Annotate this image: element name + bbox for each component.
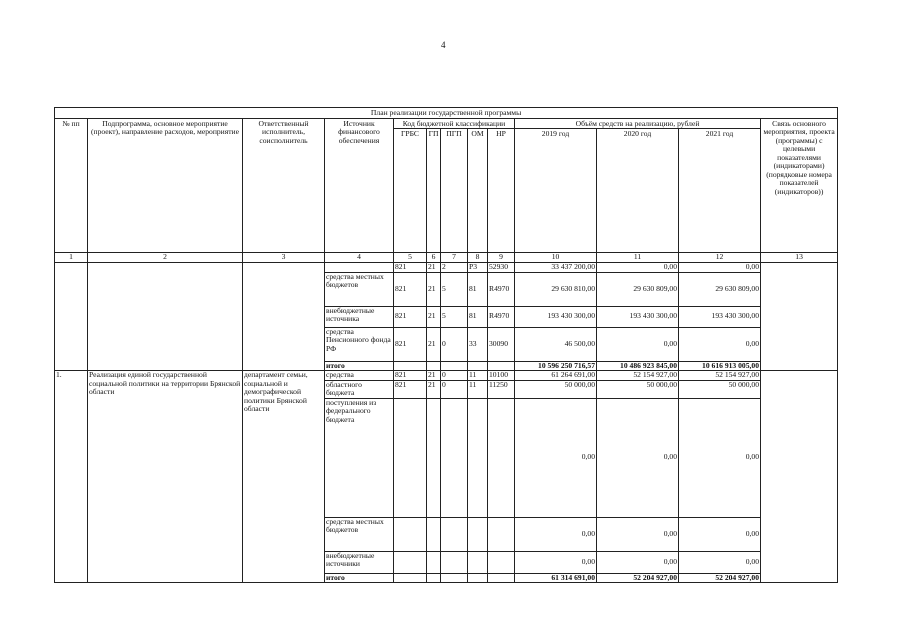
item-number: 1. bbox=[55, 371, 88, 583]
grbs-cell: 821 bbox=[394, 380, 427, 398]
table-row bbox=[55, 371, 838, 381]
value-2019: 0,00 bbox=[515, 517, 597, 551]
empty-cell bbox=[55, 263, 88, 371]
value-2021: 52 204 927,00 bbox=[679, 573, 761, 583]
value-2020: 52 204 927,00 bbox=[597, 573, 679, 583]
column-number-row bbox=[55, 253, 838, 263]
source-cell bbox=[325, 263, 394, 273]
value-2019: 46 500,00 bbox=[515, 327, 597, 361]
column-number: 10 bbox=[515, 253, 597, 263]
empty-cell bbox=[488, 398, 515, 517]
source-cell: средства местных бюджетов bbox=[325, 517, 394, 551]
header-2021: 2021 год bbox=[679, 129, 761, 253]
gp-cell: 21 bbox=[427, 272, 441, 306]
pgp-cell: 2 bbox=[441, 263, 468, 273]
pgp-cell: 0 bbox=[441, 327, 468, 361]
gp-cell: 21 bbox=[427, 380, 441, 398]
source-cell: итого bbox=[325, 361, 394, 371]
program-plan-table bbox=[54, 107, 838, 583]
empty-cell bbox=[427, 398, 441, 517]
header-num: № пп bbox=[55, 118, 88, 253]
value-2021: 0,00 bbox=[679, 551, 761, 573]
empty-cell bbox=[488, 361, 515, 371]
value-2019: 50 000,00 bbox=[515, 380, 597, 398]
empty-cell bbox=[427, 551, 441, 573]
empty-cell bbox=[468, 361, 488, 371]
grbs-cell: 821 bbox=[394, 371, 427, 381]
header-pgp: ПГП bbox=[441, 129, 468, 253]
column-number: 3 bbox=[243, 253, 325, 263]
np-cell: 10100 bbox=[488, 371, 515, 381]
value-2019: 10 596 250 716,57 bbox=[515, 361, 597, 371]
header-source: Источник финансового обеспечения bbox=[325, 118, 394, 253]
header-om: ОМ bbox=[468, 129, 488, 253]
header-2019: 2019 год bbox=[515, 129, 597, 253]
column-number: 7 bbox=[441, 253, 468, 263]
header-link: Связь основного мероприятия, проекта (программы) с целевыми показателями (индикаторами) (порядковые номера показателей (индикаторов)) bbox=[761, 118, 838, 253]
value-2020: 193 430 300,00 bbox=[597, 306, 679, 327]
value-2020: 52 154 927,00 bbox=[597, 371, 679, 381]
column-number: 6 bbox=[427, 253, 441, 263]
value-2020: 29 630 809,00 bbox=[597, 272, 679, 306]
pgp-cell: 5 bbox=[441, 272, 468, 306]
grbs-cell: 821 bbox=[394, 306, 427, 327]
empty-cell bbox=[468, 517, 488, 551]
column-number: 12 bbox=[679, 253, 761, 263]
value-2019: 33 437 200,00 bbox=[515, 263, 597, 273]
om-cell: Р3 bbox=[468, 263, 488, 273]
empty-cell bbox=[394, 573, 427, 583]
value-2021: 50 000,00 bbox=[679, 380, 761, 398]
empty-cell bbox=[488, 573, 515, 583]
grbs-cell: 821 bbox=[394, 263, 427, 273]
column-number: 8 bbox=[468, 253, 488, 263]
header-subprogram: Подпрограмма, основное мероприятие (проект), направление расходов, мероприятие bbox=[88, 118, 243, 253]
value-2019: 61 264 691,00 bbox=[515, 371, 597, 381]
empty-cell bbox=[243, 263, 325, 371]
pgp-cell: 0 bbox=[441, 380, 468, 398]
value-2019: 0,00 bbox=[515, 398, 597, 517]
empty-cell bbox=[441, 517, 468, 551]
value-2020: 50 000,00 bbox=[597, 380, 679, 398]
gp-cell: 21 bbox=[427, 263, 441, 273]
value-2021: 10 616 913 005,00 bbox=[679, 361, 761, 371]
empty-cell bbox=[427, 517, 441, 551]
header-budget-code: Код бюджетной классификации bbox=[394, 118, 515, 129]
grbs-cell: 821 bbox=[394, 327, 427, 361]
value-2020: 0,00 bbox=[597, 398, 679, 517]
source-cell: поступления из федерального бюджета bbox=[325, 398, 394, 517]
empty-cell bbox=[441, 398, 468, 517]
empty-cell bbox=[488, 551, 515, 573]
gp-cell: 21 bbox=[427, 371, 441, 381]
value-2019: 193 430 300,00 bbox=[515, 306, 597, 327]
value-2021: 0,00 bbox=[679, 398, 761, 517]
value-2020: 0,00 bbox=[597, 327, 679, 361]
om-cell: 11 bbox=[468, 371, 488, 381]
om-cell: 81 bbox=[468, 272, 488, 306]
source-cell: внебюджетные источника bbox=[325, 306, 394, 327]
value-2021: 0,00 bbox=[679, 327, 761, 361]
value-2020: 0,00 bbox=[597, 263, 679, 273]
source-cell: итого bbox=[325, 573, 394, 583]
empty-cell bbox=[441, 573, 468, 583]
column-number: 1 bbox=[55, 253, 88, 263]
empty-cell bbox=[441, 361, 468, 371]
value-2021: 52 154 927,00 bbox=[679, 371, 761, 381]
empty-cell bbox=[427, 573, 441, 583]
column-number: 9 bbox=[488, 253, 515, 263]
empty-cell bbox=[394, 398, 427, 517]
header-gp: ГП bbox=[427, 129, 441, 253]
value-2021: 193 430 300,00 bbox=[679, 306, 761, 327]
pgp-cell: 5 bbox=[441, 306, 468, 327]
gp-cell: 21 bbox=[427, 306, 441, 327]
column-number: 4 bbox=[325, 253, 394, 263]
source-cell: средства местных бюджетов bbox=[325, 272, 394, 306]
header-np: НР bbox=[488, 129, 515, 253]
column-number: 2 bbox=[88, 253, 243, 263]
np-cell: R4970 bbox=[488, 272, 515, 306]
om-cell: 33 bbox=[468, 327, 488, 361]
empty-cell bbox=[488, 517, 515, 551]
om-cell: 81 bbox=[468, 306, 488, 327]
table-title: План реализации государственной программы bbox=[55, 108, 838, 119]
empty-cell bbox=[394, 517, 427, 551]
source-cell: внебюджетные источники bbox=[325, 551, 394, 573]
pgp-cell: 0 bbox=[441, 371, 468, 381]
empty-cell bbox=[427, 361, 441, 371]
value-2020: 0,00 bbox=[597, 551, 679, 573]
source-cell: средства Пенсионного фонда РФ bbox=[325, 327, 394, 361]
np-cell: 11250 bbox=[488, 380, 515, 398]
column-number: 13 bbox=[761, 253, 838, 263]
header-2020: 2020 год bbox=[597, 129, 679, 253]
grbs-cell: 821 bbox=[394, 272, 427, 306]
empty-cell bbox=[88, 263, 243, 371]
value-2021: 0,00 bbox=[679, 517, 761, 551]
empty-cell bbox=[394, 551, 427, 573]
empty-cell bbox=[441, 551, 468, 573]
np-cell: 52930 bbox=[488, 263, 515, 273]
source-cell: средства bbox=[325, 371, 394, 381]
column-number: 11 bbox=[597, 253, 679, 263]
page-number: 4 bbox=[441, 40, 446, 50]
source-cell: областного бюджета bbox=[325, 380, 394, 398]
empty-cell bbox=[394, 361, 427, 371]
header-grbs: ГРБС bbox=[394, 129, 427, 253]
value-2021: 29 630 809,00 bbox=[679, 272, 761, 306]
empty-cell bbox=[761, 263, 838, 371]
value-2019: 29 630 810,00 bbox=[515, 272, 597, 306]
column-number: 5 bbox=[394, 253, 427, 263]
value-2021: 0,00 bbox=[679, 263, 761, 273]
value-2020: 0,00 bbox=[597, 517, 679, 551]
value-2020: 10 486 923 845,00 bbox=[597, 361, 679, 371]
np-cell: R4970 bbox=[488, 306, 515, 327]
item-title: Реализация единой государственной социальной политики на территории Брянской области bbox=[88, 371, 243, 583]
empty-cell bbox=[468, 398, 488, 517]
empty-cell bbox=[761, 371, 838, 583]
header-executor: Ответственный исполнитель, соисполнитель bbox=[243, 118, 325, 253]
empty-cell bbox=[468, 573, 488, 583]
value-2019: 61 314 691,00 bbox=[515, 573, 597, 583]
table-row bbox=[55, 263, 838, 273]
gp-cell: 21 bbox=[427, 327, 441, 361]
item-executor: департамент семьи, социальной и демографической политики Брянской области bbox=[243, 371, 325, 583]
header-volume: Объём средств на реализацию, рублей bbox=[515, 118, 761, 129]
om-cell: 11 bbox=[468, 380, 488, 398]
empty-cell bbox=[468, 551, 488, 573]
value-2019: 0,00 bbox=[515, 551, 597, 573]
np-cell: 30090 bbox=[488, 327, 515, 361]
